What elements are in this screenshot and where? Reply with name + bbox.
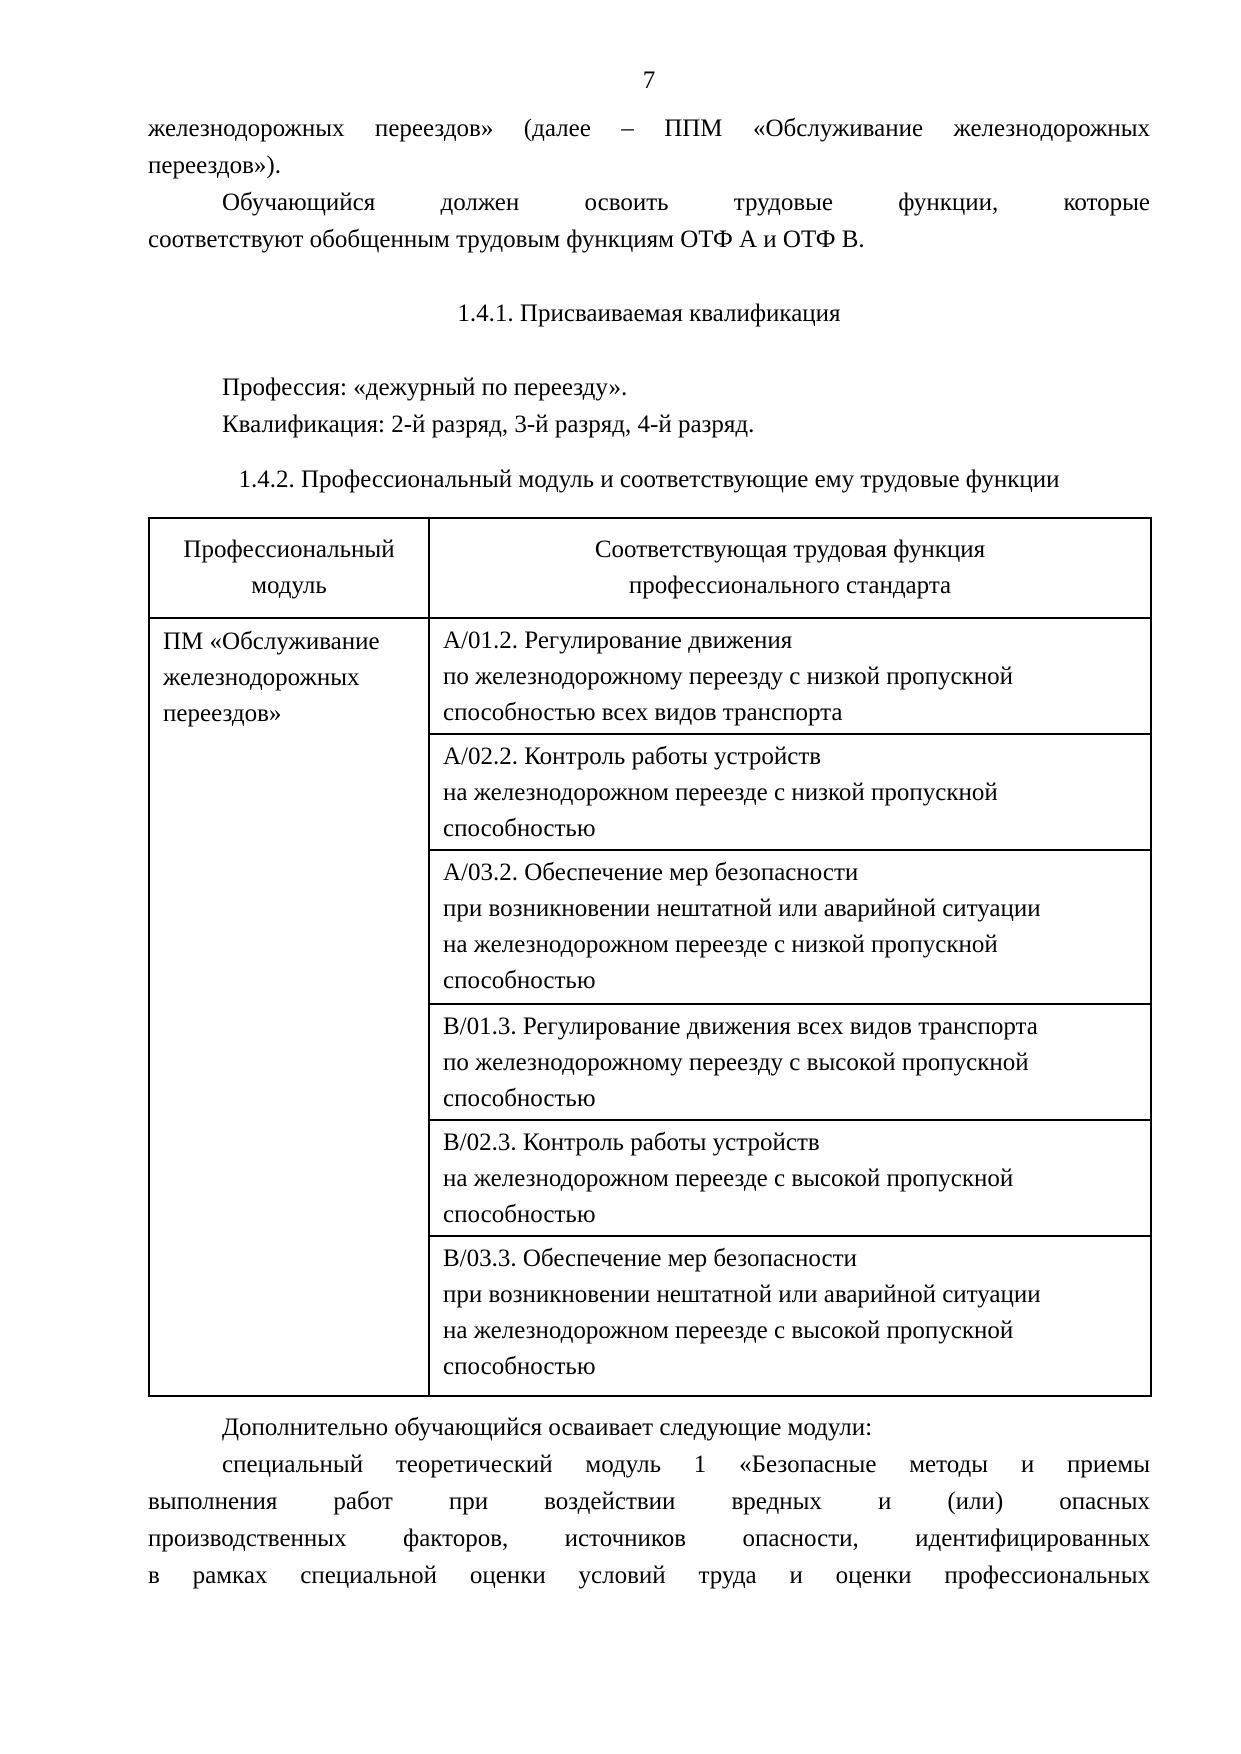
paragraph-line: Дополнительно обучающийся осваивает следующие модули: xyxy=(222,1414,873,1441)
header-line: профессионального стандарта xyxy=(628,572,952,599)
function-line: способностью xyxy=(443,815,596,842)
header-line: Соответствующая трудовая функция xyxy=(594,536,986,563)
table-header-function-cell xyxy=(429,518,1151,618)
function-line: на железнодорожном переезде с низкой пропускной xyxy=(443,779,998,806)
table-header-module-cell xyxy=(149,518,429,618)
paragraph-line: в рамках специальной оценки условий труда и оценки профессиональных xyxy=(148,1562,1150,1589)
paragraph-special-module-1 xyxy=(148,1446,1150,1594)
paragraph-line: Обучающийся должен освоить трудовые функции, которые xyxy=(222,189,1150,216)
function-cell-b033 xyxy=(429,1236,1151,1396)
function-line: способностью xyxy=(443,1201,596,1228)
function-line: В/02.3. Контроль работы устройств xyxy=(443,1129,820,1156)
function-cell-a022 xyxy=(429,734,1151,850)
heading-1-4-2: 1.4.2. Профессиональный модуль и соответствующие ему трудовые функции xyxy=(238,466,1060,493)
module-line: переездов» xyxy=(163,700,282,727)
function-line: А/02.2. Контроль работы устройств xyxy=(443,743,822,770)
paragraph-trainee-functions xyxy=(148,184,1150,258)
function-line: способностью всех видов транспорта xyxy=(443,699,843,726)
function-cell-a032 xyxy=(429,850,1151,1004)
paragraph-line: выполнения работ при воздействии вредных и (или) опасных xyxy=(148,1488,1150,1515)
function-line: по железнодорожному переезду с высокой пропускной xyxy=(443,1049,1029,1076)
function-line: на железнодорожном переезде с низкой пропускной xyxy=(443,931,998,958)
module-line: ПМ «Обслуживание xyxy=(163,628,380,655)
function-line: способностью xyxy=(443,1085,596,1112)
function-line: А/03.2. Обеспечение мер безопасности xyxy=(443,859,859,886)
table-header-row xyxy=(149,518,1151,618)
function-line: способностью xyxy=(443,967,596,994)
paragraph-line: производственных факторов, источников опасности, идентифицированных xyxy=(148,1525,1150,1552)
function-line: В/01.3. Регулирование движения всех видов транспорта xyxy=(443,1013,1038,1040)
header-line: Профессиональный xyxy=(183,536,395,563)
function-line: при возникновении нештатной или аварийной ситуации xyxy=(443,895,1041,922)
function-line: В/03.3. Обеспечение мер безопасности xyxy=(443,1245,857,1272)
function-line: по железнодорожному переезду с низкой пропускной xyxy=(443,663,1014,690)
module-functions-table xyxy=(148,517,1152,1397)
header-line: модуль xyxy=(251,572,327,599)
heading-1-4-1: 1.4.1. Присваиваемая квалификация xyxy=(457,300,841,327)
function-line: на железнодорожном переезде с высокой пропускной xyxy=(443,1165,1014,1192)
module-line: железнодорожных xyxy=(163,664,360,691)
page-number: 7 xyxy=(642,67,656,94)
paragraph-line: соответствуют обобщенным трудовым функциям ОТФ А и ОТФ В. xyxy=(148,226,865,253)
paragraph-line: переездов»). xyxy=(148,152,281,179)
paragraph-line: специальный теоретический модуль 1 «Безопасные методы и приемы xyxy=(222,1451,1150,1478)
function-cell-b013 xyxy=(429,1004,1151,1120)
qualification-line: Квалификация: 2-й разряд, 3-й разряд, 4-й разряд. xyxy=(222,411,755,438)
function-line: способностью xyxy=(443,1353,596,1380)
function-line: на железнодорожном переезде с высокой пропускной xyxy=(443,1317,1014,1344)
profession-line: Профессия: «дежурный по переезду». xyxy=(222,374,628,401)
function-cell-b023 xyxy=(429,1120,1151,1236)
table-row xyxy=(149,618,1151,734)
paragraph-line: железнодорожных переездов» (далее – ППМ «Обслуживание железнодорожных xyxy=(148,115,1150,142)
function-line: при возникновении нештатной или аварийной ситуации xyxy=(443,1281,1041,1308)
function-line: А/01.2. Регулирование движения xyxy=(443,627,793,654)
paragraph-continuation xyxy=(148,110,1150,184)
function-cell-a012 xyxy=(429,618,1151,734)
paragraph-additional-modules xyxy=(148,1409,1150,1446)
module-name-cell xyxy=(149,618,429,1396)
